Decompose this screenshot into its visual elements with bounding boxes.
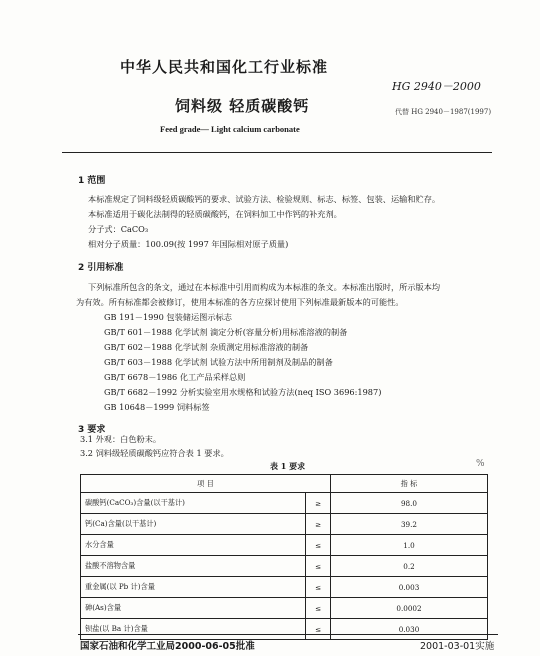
requirement-3-2: 3.2 饲料级轻质碳酸钙应符合表 1 要求。 [80,448,229,458]
row-symbol: ≥ [306,493,331,514]
refs-paragraph-2: 为有效。所有标准都会被修订，使用本标准的各方应探讨使用下列标准最新版本的可能性。 [76,297,404,307]
table-row [81,493,488,514]
row-symbol: ≤ [306,619,331,640]
ref-item: GB 191－1990 包装储运图示标志 [104,312,232,322]
table-row [81,619,488,640]
row-value: 0.003 [331,577,488,598]
row-value: 0.2 [331,556,488,577]
table-row [81,598,488,619]
replaces-note: 代替 HG 2940－1987(1997) [395,108,492,116]
row-value: 98.0 [331,493,488,514]
row-value: 1.0 [331,535,488,556]
column-header-item: 项 目 [81,475,331,493]
row-item: 水分含量 [81,535,306,556]
row-value: 39.2 [331,514,488,535]
row-item: 盐酸不溶物含量 [81,556,306,577]
requirement-3-1: 3.1 外观：白色粉末。 [80,434,162,444]
ref-item: GB/T 6678－1986 化工产品采样总则 [104,372,246,382]
table-row [81,535,488,556]
row-item: 钡盐(以 Ba 计)含量 [81,619,306,640]
scope-paragraph-2: 本标准适用于碳化法制得的轻质碳酸钙，在饲料加工中作钙的补充剂。 [88,209,342,219]
ref-item: GB/T 6682－1992 分析实验室用水规格和试验方法(neq ISO 3696:1987) [104,387,382,397]
row-item: 碳酸钙(CaCO₃)含量(以干基计) [81,493,306,514]
standard-number: HG 2940－2000 [392,80,481,93]
table-unit: % [476,459,485,469]
row-value: 0.030 [331,619,488,640]
implementation-date: 2001-03-01实施 [420,641,495,652]
refs-paragraph-1: 下列标准所包含的条文，通过在本标准中引用而构成为本标准的条文。本标准出版时，所示版本均 [88,282,441,292]
row-symbol: ≤ [306,535,331,556]
section-refs-heading: 2 引用标准 [78,263,124,273]
scope-paragraph-1: 本标准规定了饲料级轻质碳酸钙的要求、试验方法、检验规则、标志、标签、包装、运输和贮存。 [88,194,441,204]
ref-item: GB 10648－1999 饲料标签 [104,402,210,412]
header-divider [62,152,492,153]
row-item: 钙(Ca)含量(以干基计) [81,514,306,535]
table-row [81,577,488,598]
ref-item: GB/T 603－1988 化学试剂 试验方法中所用制剂及制品的制备 [104,357,333,367]
table-row [81,514,488,535]
table-caption: 表 1 要求 [270,461,306,471]
row-symbol: ≥ [306,514,331,535]
requirements-table [80,474,488,640]
ref-item: GB/T 602－1988 化学试剂 杂质测定用标准溶液的制备 [104,342,309,352]
section-scope-heading: 1 范围 [78,176,106,186]
row-symbol: ≤ [306,598,331,619]
molecular-mass: 相对分子质量：100.09(按 1997 年国际相对原子质量) [88,239,289,249]
footer-divider [78,634,498,635]
table-header-row [81,475,488,493]
row-symbol: ≤ [306,577,331,598]
column-header-value: 指 标 [331,475,488,493]
table-row [81,556,488,577]
page-title: 饲料级 轻质碳酸钙 [175,97,310,115]
molecular-formula: 分子式：CaCO₃ [88,224,149,234]
row-value: 0.0002 [331,598,488,619]
row-item: 砷(As)含量 [81,598,306,619]
approval-date: 国家石油和化学工业局2000-06-05批准 [80,641,255,652]
english-title: Feed grade— Light calcium carbonate [160,124,300,134]
ref-item: GB/T 601－1988 化学试剂 滴定分析(容量分析)用标准溶液的制备 [104,327,348,337]
row-item: 重金属(以 Pb 计)含量 [81,577,306,598]
section-requirements-heading: 3 要求 [78,425,106,435]
row-symbol: ≤ [306,556,331,577]
org-title: 中华人民共和国化工行业标准 [120,58,329,76]
